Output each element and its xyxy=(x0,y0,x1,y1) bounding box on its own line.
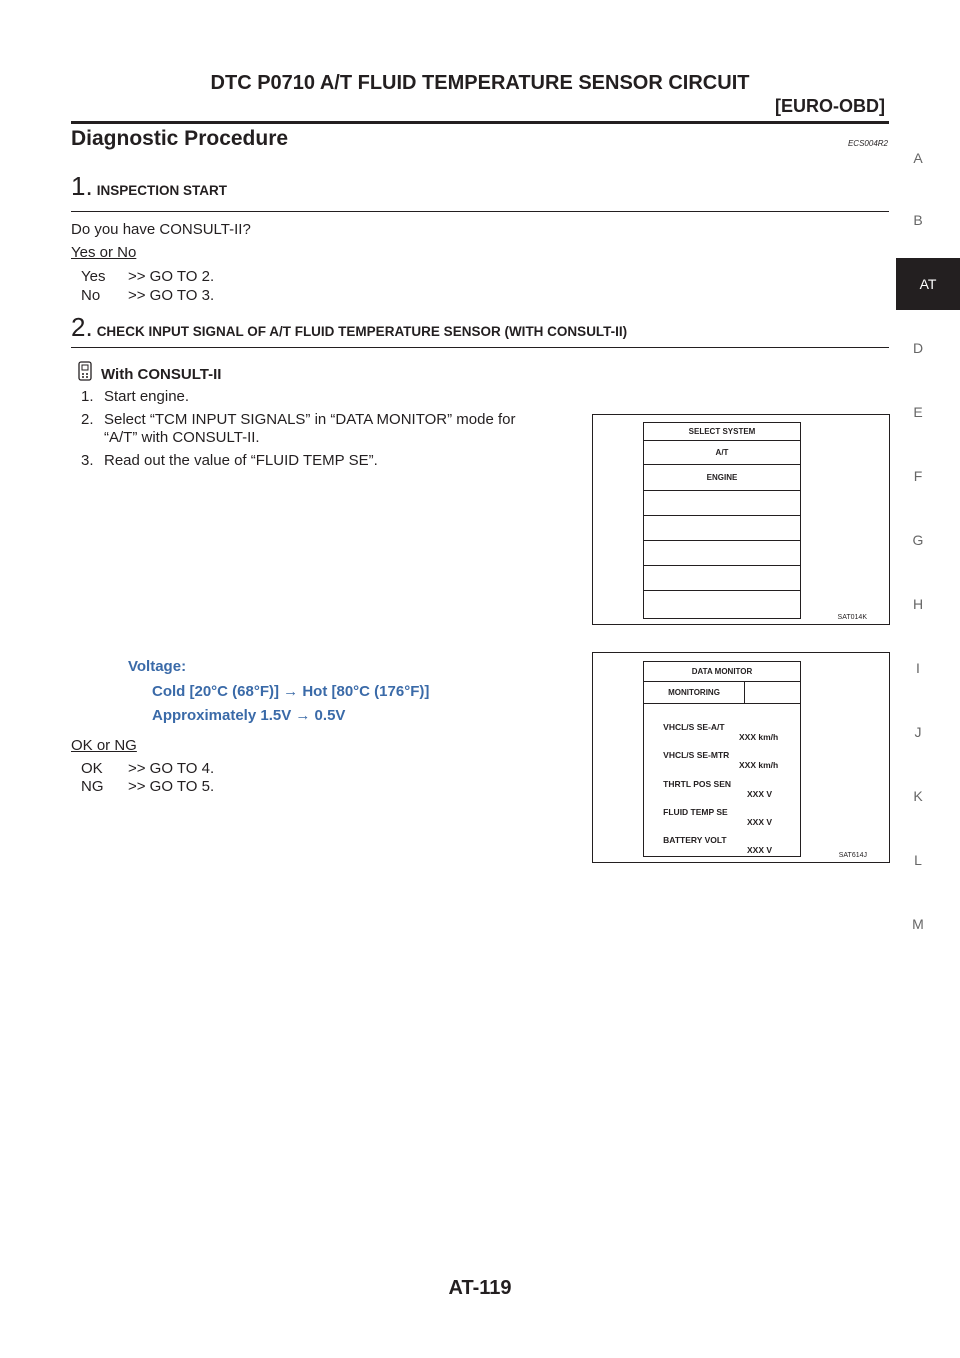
monitor-row-value: XXX V xyxy=(747,789,773,799)
monitoring-label: MONITORING xyxy=(644,682,745,704)
page-header-subtitle: [EURO-OBD] xyxy=(775,96,885,116)
instruction-3-number: 3. xyxy=(81,452,94,469)
data-monitor-screen xyxy=(643,661,801,857)
step-1-heading xyxy=(71,171,227,202)
monitor-row-name: FLUID TEMP SE xyxy=(663,807,728,817)
side-tab-a[interactable]: A xyxy=(913,150,923,166)
with-consult-label: With CONSULT-II xyxy=(101,366,222,383)
monitor-row-name: THRTL POS SEN xyxy=(663,779,732,789)
instruction-2-number: 2. xyxy=(81,411,94,428)
instruction-2-text: Select “TCM INPUT SIGNALS” in “DATA MONITOR” mode for xyxy=(104,411,516,428)
monitor-row-name: VHCL/S SE-MTR xyxy=(663,750,730,760)
instruction-2-continuation: “A/T” with CONSULT-II. xyxy=(104,429,260,446)
side-tab-g[interactable]: G xyxy=(912,532,924,548)
instruction-3-text: Read out the value of “FLUID TEMP SE”. xyxy=(104,452,378,469)
instruction-1-number: 1. xyxy=(81,388,94,405)
select-system-empty-row xyxy=(644,541,800,566)
monitor-row-value: XXX V xyxy=(747,817,773,827)
monitor-row-value: XXX V xyxy=(747,845,773,855)
select-system-empty-row xyxy=(644,516,800,541)
step-2-divider xyxy=(71,347,889,348)
step-2-heading xyxy=(71,312,627,343)
step-1-option-yes-action[interactable]: >> GO TO 2. xyxy=(128,268,215,285)
side-tab-i[interactable]: I xyxy=(916,660,920,676)
figure-2-caption: SAT614J xyxy=(838,852,867,859)
monitor-row-name: BATTERY VOLT xyxy=(663,835,727,845)
voltage-temperature-range: Cold [20°C (68°F)] → Hot [80°C (176°F)] xyxy=(152,683,430,700)
step-2-option-ok-key: OK xyxy=(81,760,103,777)
side-tab-m[interactable]: M xyxy=(912,916,924,932)
side-tab-h[interactable]: H xyxy=(912,596,924,612)
step-1-number: 1. xyxy=(71,171,93,201)
step-1-title: INSPECTION START xyxy=(96,183,227,198)
header-divider xyxy=(71,121,889,124)
monitor-row-name: VHCL/S SE-A/T xyxy=(663,722,725,732)
monitor-row-value: XXX km/h xyxy=(739,732,779,742)
select-system-screen xyxy=(643,422,801,619)
voltage-value-range: Approximately 1.5V → 0.5V xyxy=(152,707,346,724)
consult-ii-icon xyxy=(75,360,95,387)
step-1-option-yes-key: Yes xyxy=(81,268,106,285)
step-2-answer-label: OK or NG xyxy=(71,737,137,754)
step-1-divider xyxy=(71,211,889,212)
select-system-empty-row xyxy=(644,491,800,516)
section-code: ECS004R2 xyxy=(847,139,888,148)
monitor-row-battery-volt xyxy=(649,825,773,865)
side-tab-j[interactable]: J xyxy=(914,724,922,740)
side-tab-e[interactable]: E xyxy=(913,404,923,420)
step-2-option-ng-action[interactable]: >> GO TO 5. xyxy=(128,778,215,795)
page-number: AT-119 xyxy=(448,1277,512,1299)
step-1-option-no-key: No xyxy=(81,287,101,304)
step-2-option-ok-action[interactable]: >> GO TO 4. xyxy=(128,760,215,777)
side-tab-k[interactable]: K xyxy=(913,788,923,804)
figure-select-system xyxy=(592,414,890,625)
section-title: Diagnostic Procedure xyxy=(71,127,289,150)
select-system-item-engine[interactable]: ENGINE xyxy=(644,465,800,491)
instruction-1-text: Start engine. xyxy=(104,388,190,405)
step-1-answer-label: Yes or No xyxy=(71,244,137,261)
select-system-item-at[interactable]: A/T xyxy=(644,441,800,465)
step-1-option-no-action[interactable]: >> GO TO 3. xyxy=(128,287,215,304)
step-2-number: 2. xyxy=(71,312,93,342)
side-tab-b[interactable]: B xyxy=(913,212,923,228)
monitoring-status-cell xyxy=(745,682,800,704)
select-system-header: SELECT SYSTEM xyxy=(644,423,800,441)
select-system-empty-row xyxy=(644,566,800,591)
step-1-question: Do you have CONSULT-II? xyxy=(71,221,251,238)
side-tab-l[interactable]: L xyxy=(914,852,922,868)
data-monitor-header: DATA MONITOR xyxy=(644,662,800,682)
side-tab-d[interactable]: D xyxy=(912,340,924,356)
step-2-title: CHECK INPUT SIGNAL OF A/T FLUID TEMPERATURE SENSOR (WITH CONSULT-II) xyxy=(96,324,628,339)
monitor-row-value: XXX km/h xyxy=(739,760,779,770)
page-header-title: DTC P0710 A/T FLUID TEMPERATURE SENSOR CIRCUIT xyxy=(210,72,750,94)
figure-data-monitor xyxy=(592,652,890,863)
voltage-label: Voltage: xyxy=(128,658,187,675)
step-2-option-ng-key: NG xyxy=(81,778,104,795)
side-tab-f[interactable]: F xyxy=(913,468,923,484)
side-tab-at-active[interactable]: AT xyxy=(896,258,960,310)
figure-1-caption: SAT014K xyxy=(837,614,867,621)
